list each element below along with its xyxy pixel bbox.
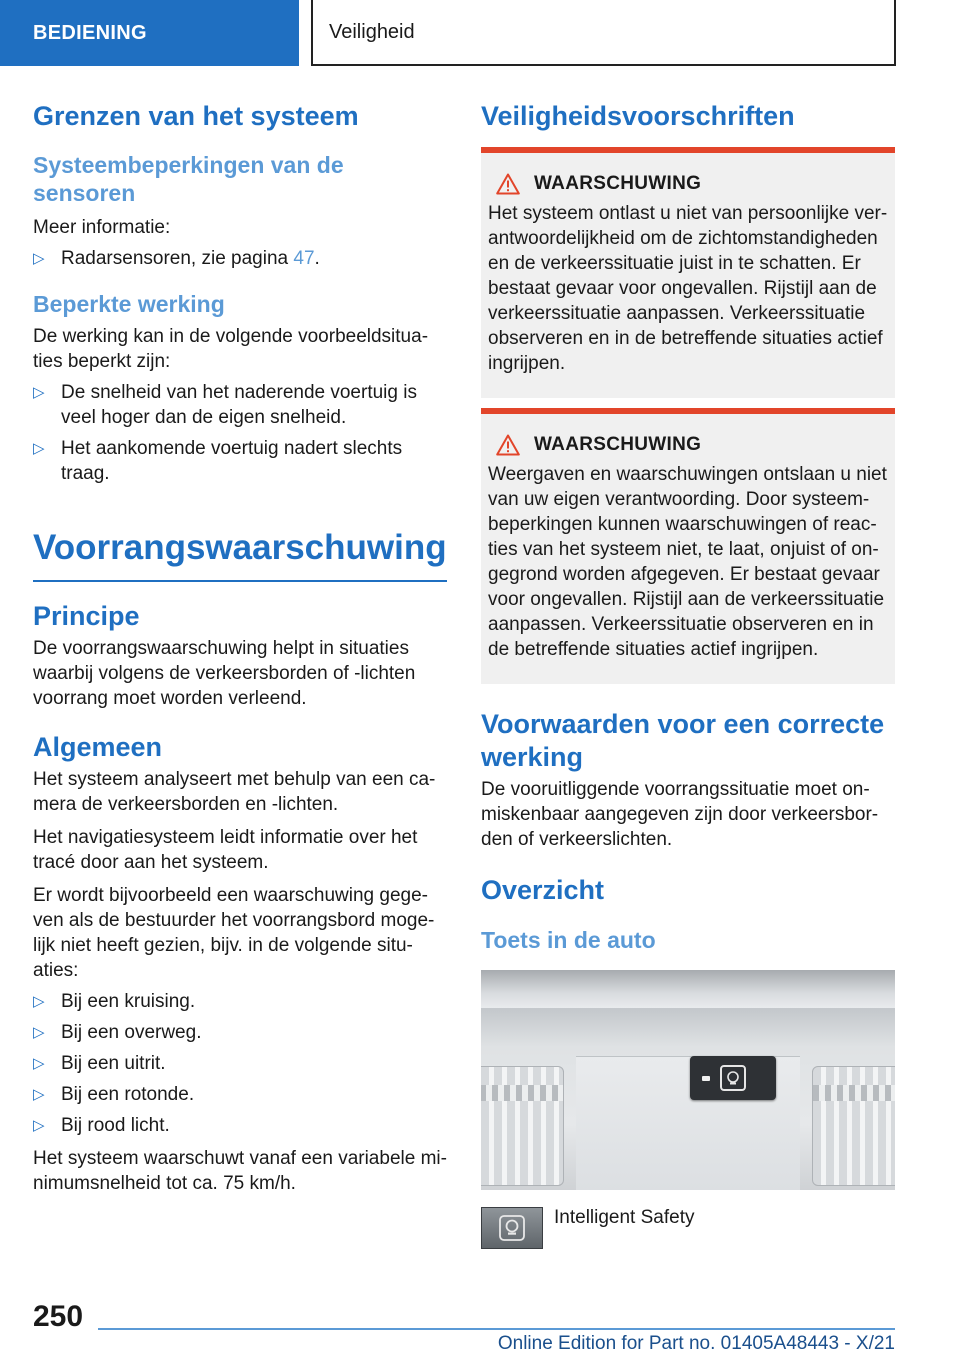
heading-conditions: Voorwaarden voor een correcte werking [481,709,885,772]
list-item [33,1082,447,1107]
heading-button-in-car: Toets in de auto [481,926,656,953]
intelligent-safety-button [690,1056,776,1100]
footer-edition: Online Edition for Part no. 01405A48443 - X/21 [497,1333,895,1354]
general-text-1: Het systeem analyseert met behulp van een ca-mera de verkeersborden en -lichten. [33,769,436,816]
sensor-item-text: Radarsensoren, zie pagina [61,247,294,269]
triangle-bullet-icon: ▷ [33,1055,45,1073]
heading-system-limits: Grenzen van het systeem [33,101,359,131]
list-item [33,246,447,271]
warning-box-1 [481,147,895,398]
general-text-2: Het navigatiesysteem leidt informatie over het tracé door aan het systeem. [33,827,418,874]
general-text-3: Er wordt bijvoorbeeld een waarschuwing gege-ven als de bestuurder het voorrangsbord moge-lijk niet heeft gezien, bijv. in de volgende situ-aties: [33,885,435,982]
list-item [33,989,447,1014]
chapter-title: Veiligheid [329,20,415,43]
triangle-bullet-icon: ▷ [33,1086,45,1104]
triangle-bullet-icon: ▷ [33,1117,45,1135]
triangle-bullet-icon: ▷ [33,439,45,457]
intelligent-safety-icon [481,1207,543,1249]
air-vent-right [812,1066,895,1186]
section-title: BEDIENING [33,21,147,44]
list-item [33,1113,447,1138]
list-item [33,1051,447,1076]
page-number: 250 [33,1300,84,1333]
list-item-text: De snelheid van het naderende voertuig is veel hoger dan de eigen snelheid. [61,381,417,428]
key-label: Intelligent Safety [554,1206,695,1228]
list-item-text: Bij rood licht. [61,1115,170,1137]
list-item [33,1020,447,1045]
list-item-text: Bij een overweg. [61,1022,202,1044]
list-item-text: Bij een uitrit. [61,1053,166,1075]
button-led [702,1076,710,1081]
heading-principle: Principe [33,600,140,631]
warning-title: WAARSCHUWING [534,434,702,456]
key-legend [481,1207,895,1249]
page-reference-link[interactable]: 47 [293,247,315,269]
section-tab [0,0,299,66]
list-item [33,436,447,486]
triangle-bullet-icon: ▷ [33,1024,45,1042]
triangle-bullet-icon: ▷ [33,383,45,401]
dashboard-strip [481,970,895,1008]
principle-text: De voorrangswaarschuwing helpt in situaties waarbij volgens de verkeersborden of -lichten voorrang moet worden verleend. [33,637,416,709]
car-button-photo [481,970,895,1190]
right-column [481,100,895,1249]
general-text-4: Het systeem waarschuwt vanaf een variabele mi-nimumsnelheid tot ca. 75 km/h. [33,1148,447,1195]
left-column [33,100,447,1196]
warning-triangle-icon [496,173,520,195]
conditions-text: De vooruitliggende voorrangssituatie moet on-miskenbaar aangegeven zijn door verkeersbor-den of verkeerslichten. [481,779,879,851]
triangle-bullet-icon: ▷ [33,249,45,267]
list-item-text: Bij een rotonde. [61,1084,195,1106]
heading-priority-warning: Voorrangswaarschuwing [33,526,447,582]
heading-general: Algemeen [33,731,163,762]
intelligent-safety-icon [720,1065,746,1091]
sensor-item-suffix: . [314,247,320,269]
triangle-bullet-icon: ▷ [33,993,45,1011]
list-item [33,380,447,430]
limited-text: De werking kan in de volgende voorbeeldsitua-ties beperkt zijn: [33,325,429,372]
heading-sensor-limits: Systeembeperkingen van de sensoren [33,152,344,206]
chapter-tab [311,0,896,66]
warning-title: WAARSCHUWING [534,173,702,195]
warning-text: Weergaven en waarschuwingen ontslaan u niet van uw eigen verantwoording. Door systeem-beperkingen kunnen waarschuwingen of reac-ties van het systeem niet, te laat, onjuist of on-gegrond worden afgegeven. Er bestaat gevaar voor ongevallen. Rijstijl aan de verkeerssituatie aanpassen. Verkeerssituatie observeren en in de betreffende situaties actief ingrijpen. [488,464,887,661]
warning-text: Het systeem ontlast u niet van persoonlijke ver-antwoordelijkheid om de zichtomstandigheden en de verkeerssituatie juist in te schatten. Er bestaat gevaar voor ongevallen. Rijstijl aan de verkeerssituatie aanpassen. Verkeerssituatie observeren en in de betreffende situaties actief ingrijpen. [488,203,888,375]
heading-safety-instructions: Veiligheidsvoorschriften [481,101,795,131]
limited-list [33,380,447,486]
more-info-text: Meer informatie: [33,216,171,238]
sensor-list [33,246,447,271]
warning-header [488,173,888,195]
warning-header [488,434,888,456]
heading-overview: Overzicht [481,875,605,906]
list-item-text: Het aankomende voertuig nadert slechts traag. [61,437,403,484]
list-item-text: Bij een kruising. [61,991,196,1013]
air-vent-left [481,1066,564,1186]
heading-limited-operation: Beperkte werking [33,290,225,317]
warning-box-2 [481,408,895,684]
footer-divider [98,1328,895,1330]
warning-triangle-icon [496,434,520,456]
situation-list [33,989,447,1138]
